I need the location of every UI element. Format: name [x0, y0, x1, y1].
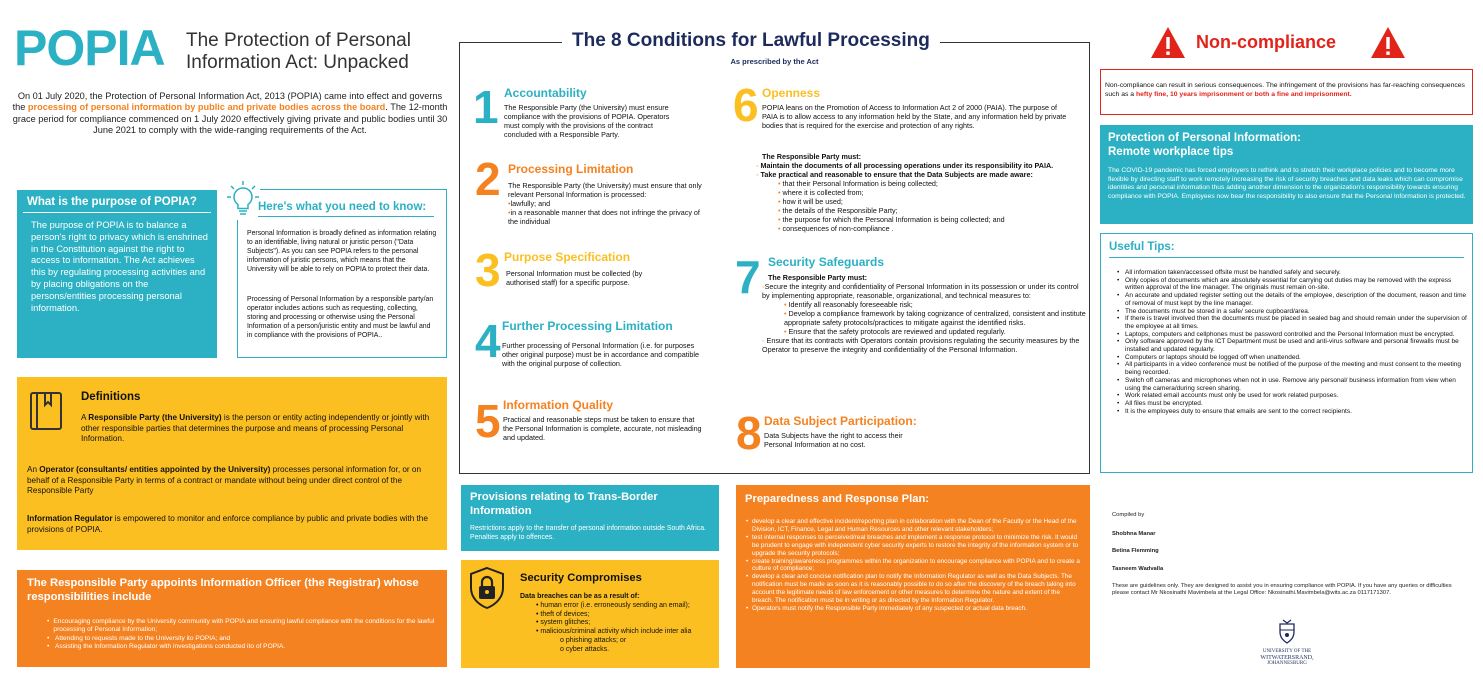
popia-logo: POPIA — [14, 20, 165, 76]
uni-name-line-1: UNIVERSITY OF THE — [1262, 649, 1312, 654]
condition-3-body: Personal Information must be collected (by authorised staff) for a specific purpose. — [506, 269, 643, 287]
list-item: • All information taken/accessed offsite must be handled safely and securely. — [1117, 269, 1341, 276]
intro-part-2: . The 12-month grace period for compliance commenced on 1 July 2020 effectively giving private and public bodies until 30 June 2021 to comply with the wide-ranging requirements of the Act. — [12, 102, 448, 136]
need-to-know-p2: Processing of Personal Information by a responsible party/an operator includes actions such as requesting, collecting, storing and processing or otherwise using the Personal Information of a person/juristic entity and must be lawful and in compliance with the provisions of POPIA.. — [247, 296, 434, 339]
uni-name-line-2: WITWATERSRAND, — [1260, 655, 1314, 661]
list-item: • malicious/criminal activity which include inter alia — [536, 628, 692, 636]
list-item: • develop a clear and effective incident/reporting plan in collaboration with the Dean of the Faculty or the Head of the Division, ICT, Finance, Legal and Human Resources and other relevant stakeholders; — [746, 518, 1077, 533]
noncompliance-header — [1148, 26, 1408, 62]
intro-part-1: On 01 July 2020, the Protection of Personal Information Act, 2013 (POPIA) came into effect and governs the — [12, 91, 443, 113]
condition-8-title: Data Subject Participation: — [764, 414, 917, 428]
list-item: • The documents must be stored in a safe/ secure cupboard/area. — [1117, 307, 1310, 315]
list-item: • human error (i.e. erroneously sending an email); — [536, 601, 690, 609]
list-item: • Identify all reasonably foreseeable risk; — [784, 300, 913, 309]
definition-responsible-party — [81, 413, 437, 445]
list-item: ◦ Ensure that its contracts with Operators contain provisions regulating the security measures by the Operator to preserve the integrity and confidentiality of the Personal Information. — [762, 336, 1080, 354]
condition-3-title: Purpose Specification — [504, 250, 631, 264]
list-item: • Only software approved by the ICT Department must be used and anti-virus software and personal firewalls must be installed and updated regularly. — [1117, 338, 1459, 354]
intro-paragraph — [12, 91, 448, 137]
conditions-title: The 8 Conditions for Lawful Processing — [562, 30, 940, 52]
preparedness-list — [746, 518, 1082, 613]
list-item: • the purpose for which the Personal Information is being collected; and — [778, 215, 1005, 224]
condition-4-number: 4 — [475, 315, 501, 367]
condition-5-number: 5 — [475, 395, 501, 447]
list-item: ◦Secure the integrity and confidentiality of Personal Information in its possession or under its control by implementing appropriate, reasonable, organizational, and technical measures to: — [762, 282, 1079, 300]
condition-2-body — [508, 181, 708, 226]
definition-2-term: Operator (consultants/ entities appointed by the University) — [39, 465, 271, 474]
security-box — [461, 560, 719, 668]
purpose-box — [17, 190, 217, 358]
uni-name-line-3: JOHANNESBURG — [1267, 661, 1307, 666]
noncompliance-body: Non-compliance can result in serious consequences. The infringement of the provisions has far-reaching consequences such as a — [1105, 82, 1465, 98]
condition-6-body: POPIA leans on the Promotion of Access to Information Act 2 of 2000 (PAIA). The purpose of PAIA is to allow access to any information held by the State, and any information held by private bodies that is required for the exercise and protection of any rights. — [762, 103, 1067, 130]
security-lead: Data breaches can be as a result of: — [520, 593, 640, 600]
condition-6-number: 6 — [733, 79, 759, 131]
list-item: • Assisting the Information Regulator with investigations conducted ito of POPIA. — [47, 643, 286, 651]
definitions-box — [17, 377, 447, 550]
condition-7-body — [762, 273, 1087, 354]
list-item: • how it will be used; — [778, 197, 843, 206]
condition-7-number: 7 — [735, 251, 761, 303]
compiler-name: Shobhna Manar — [1112, 531, 1156, 538]
list-item: • Only copies of documents which are absolutely essential for carrying out duties may be removed with the express written approval of the line manager. The originals must remain on-site. — [1117, 276, 1452, 292]
condition-7-must-label: The Responsible Party must: — [768, 273, 868, 282]
list-item: • An accurate and updated register setting out the details of the employee, description of the document, reason and time of removal of must kept by the line manager. — [1117, 292, 1467, 307]
university-logo — [1255, 618, 1319, 667]
condition-6-title: Openness — [762, 86, 821, 100]
condition-1-body: The Responsible Party (the University) must ensure compliance with the provisions of POPIA. Operators must comply with the provisions of the contract concluded with a Responsible Party. — [504, 103, 670, 139]
list-item: • All files must be encrypted. — [1117, 399, 1203, 407]
useful-tips-list — [1117, 269, 1467, 415]
list-item: • consequences of non-compliance . — [778, 224, 894, 233]
subtitle-line-2: Information Act: Unpacked — [186, 52, 409, 73]
list-item: • Encouraging compliance by the University community with POPIA and ensuring lawful compliance with the conditions for the lawful processing of Personal Information; — [47, 618, 435, 634]
remote-body: The COVID-19 pandemic has forced employers to rethink and to stretch their workplace policies and to become more flexible by directing staff to work remotely increasing the risk of security breaches and data leaks which can compromise identities and personal information thus adding another dimension to the organization's responsibility towards ensuring compliance with POPIA. Employees now bear the responsibility to also ensure that the Personal Information is protected. — [1108, 167, 1466, 201]
remote-title-line-2: Remote workplace tips — [1108, 146, 1234, 158]
definition-operator — [27, 465, 437, 497]
condition-1-number: 1 — [473, 81, 499, 133]
definition-3-term: Information Regulator — [27, 514, 113, 523]
noncompliance-title: Non-compliance — [1196, 32, 1337, 52]
purpose-body: The purpose of POPIA is to balance a person's right to privacy which is enshrined in the Constitution against the right to access to information. The Act achieves this by regulating processing activities and by placing obligations on the persons/entities processing personal information. — [31, 220, 208, 313]
officer-list — [47, 618, 443, 652]
security-title: Security Compromises — [520, 572, 642, 584]
subtitle-line-1: The Protection of Personal — [186, 30, 411, 51]
definition-regulator — [27, 514, 437, 535]
list-item: • All participants in a video conference must be notified of the purpose of the meeting and must consent to the meeting being recorded. — [1117, 361, 1462, 377]
definition-2-body: processes personal information for, or on behalf of a Responsible Party in terms of a contract or mandate without being under direct control of the Responsible Party — [27, 465, 422, 496]
condition-4-title: Further Processing Limitation — [502, 319, 673, 333]
list-item: • the details of the Responsible Party; — [778, 206, 898, 215]
warning-icon — [1150, 26, 1186, 59]
compiled-by — [1112, 512, 1474, 597]
list-item: •in a reasonable manner that does not infringe the privacy of the individual — [508, 208, 700, 226]
need-to-know-box — [237, 189, 447, 358]
padlock-icon — [465, 566, 509, 615]
list-item: • Ensure that the safety protocols are reviewed and updated regularly. — [784, 327, 1006, 336]
definition-3-body: is empowered to monitor and enforce compliance by public and private bodies with the provisions of POPIA. — [27, 514, 428, 534]
compiler-name: Betina Flemming — [1112, 548, 1159, 555]
page-subtitle — [186, 30, 411, 74]
list-item: •lawfully; and — [508, 199, 551, 208]
list-item: • Switch off cameras and microphones when not in use. Remove any personal/ business information from view when using the camera/during screen sharing. — [1117, 376, 1456, 392]
list-item: • theft of devices; — [536, 610, 590, 618]
condition-2-title: Processing Limitation — [508, 162, 634, 176]
list-item: • where it is collected from; — [778, 188, 864, 197]
security-list — [520, 593, 716, 655]
purpose-title: What is the purpose of POPIA? — [27, 196, 197, 208]
list-item: • that their Personal Information is being collected; — [778, 179, 938, 188]
definitions-title: Definitions — [81, 391, 141, 403]
list-item: • If there is travel involved then the documents must be placed in sealed bag and should remain under the supervision of the employee at all times. — [1117, 315, 1467, 330]
lightbulb-icon — [226, 180, 260, 220]
preparedness-title: Preparedness and Response Plan: — [745, 493, 930, 505]
condition-5-title: Information Quality — [503, 398, 614, 412]
condition-8-body: Data Subjects have the right to access their Personal Information at no cost. — [764, 431, 903, 449]
officer-box — [17, 570, 447, 667]
list-item: • Work related email accounts must only be used for work related purposes. — [1117, 392, 1339, 400]
transborder-title: Provisions relating to Trans-Border Information — [470, 491, 658, 517]
list-item: • create training/awareness programmes within the organization to encourage compliance with POPIA and to create a culture of compliance; — [746, 557, 1080, 573]
need-to-know-title: Here's what you need to know: — [258, 201, 427, 213]
definition-1-pre: A — [81, 413, 89, 422]
warning-icon — [1370, 26, 1406, 59]
list-item: o cyber attacks. — [560, 645, 610, 653]
list-item: ◦ Maintain the documents of all processing operations under its responsibility ito PAIA. — [756, 161, 1054, 170]
list-item: • It is the employees duty to ensure that emails are sent to the correct recipients. — [1117, 407, 1352, 415]
list-item: • Operators must notify the Responsible Party immediately of any suspected or actual data breach. — [746, 604, 1027, 612]
useful-tips-box — [1100, 233, 1473, 473]
condition-6-must — [756, 152, 1081, 233]
list-item: ◦ Take practical and reasonable to ensure that the Data Subjects are made aware: — [756, 170, 1033, 179]
condition-3-number: 3 — [475, 244, 501, 296]
condition-2-text: The Responsible Party (the University) must ensure that only relevant Personal Information is processed: — [508, 181, 702, 199]
book-icon — [27, 391, 67, 436]
compiler-name: Tasneem Wadvalla — [1112, 565, 1164, 572]
crest-icon — [1278, 618, 1296, 644]
list-item: • Attending to requests made to the University ito POPIA; and — [47, 634, 231, 642]
condition-5-body: Practical and reasonable steps must be taken to ensure that the Personal Information is complete, accurate, not misleading and updated. — [503, 415, 702, 442]
contact-note: These are guidelines only. They are designed to assist you in ensuring compliance with POPIA. If you have any queries or difficulties please contact Mr Nkosinathi Mavimbela at the Legal Office: Nkosinathi.Mavimbela@wits.ac.za 0117171307. — [1112, 582, 1452, 597]
list-item: • test internal responses to perceived/real breaches and implement a response protocol to minimize the risk. It would be prudent to engage with independent cyber security experts to restore the integrity of the information system or to upgrade the security protocols; — [746, 533, 1079, 557]
list-item: • Computers or laptops should be logged off when unattended. — [1117, 353, 1301, 361]
condition-8-number: 8 — [736, 407, 762, 459]
remote-title — [1108, 131, 1301, 159]
definition-2-pre: An — [27, 465, 40, 474]
officer-title: The Responsible Party appoints Information Officer (the Registrar) whose responsibilities include — [27, 577, 419, 603]
remote-title-line-1: Protection of Personal Information: — [1108, 132, 1301, 144]
definition-1-term: Responsible Party (the University) — [88, 413, 222, 422]
condition-7-title: Security Safeguards — [768, 255, 885, 269]
list-item: • system glitches; — [536, 619, 591, 627]
list-item: o phishing attacks; or — [560, 636, 627, 644]
list-item: • develop a clear and concise notification plan to notify the Information Regulator as well as the Data Subjects. The notification must be made as soon as it is reasonably possible to do so after the discovery of the breach taking into account the legitimate needs of law enforcement or other measures to determine the nature and extent of the breach. The notification must be in writing or as directed by the Information Regulator. — [746, 573, 1076, 605]
noncompliance-box — [1100, 69, 1473, 115]
intro-highlight: processing of personal information by public and private bodies across the board — [27, 102, 386, 113]
transborder-box — [461, 485, 719, 551]
need-to-know-p1: Personal Information is broadly defined as information relating to an identifiable, living natural or juristic person ("Data Subjects"). As you can see POPIA refers to the personal information of juristic persons, which means that the University will be able to rely on POPIA to protect their data. — [247, 230, 437, 273]
remote-tips-box — [1100, 125, 1473, 224]
condition-2-number: 2 — [475, 153, 501, 205]
noncompliance-highlight: hefty fine, 10 years imprisonment or both a fine and imprisonment. — [1135, 90, 1352, 98]
useful-tips-title: Useful Tips: — [1109, 241, 1175, 253]
condition-1-title: Accountability — [504, 86, 587, 100]
list-item: • Laptops, computers and cellphones must be password controlled and the Personal Information must be encrypted. — [1117, 330, 1455, 338]
definition-1-body: is the person or entity acting independently or jointly with other responsible parties that determines the purpose and means of processing Personal Information. — [81, 413, 430, 444]
conditions-subtitle: As prescribed by the Act — [730, 57, 819, 66]
condition-6-must-label: The Responsible Party must: — [762, 152, 862, 161]
preparedness-box — [736, 485, 1090, 668]
transborder-body: Restrictions apply to the transfer of personal information outside South Africa. Penalties apply to offences. — [470, 525, 706, 541]
list-item: • Develop a compliance framework by taking cognizance of centralized, consistent and institute appropriate safety protocols/practices to mitigate against the identified risks. — [784, 309, 1086, 327]
compiled-label: Compiled by — [1112, 512, 1145, 518]
condition-4-body: Further processing of Personal Information (i.e. for purposes other original purpose) must be in accordance and compatible with the original purpose of collection. — [502, 341, 699, 368]
